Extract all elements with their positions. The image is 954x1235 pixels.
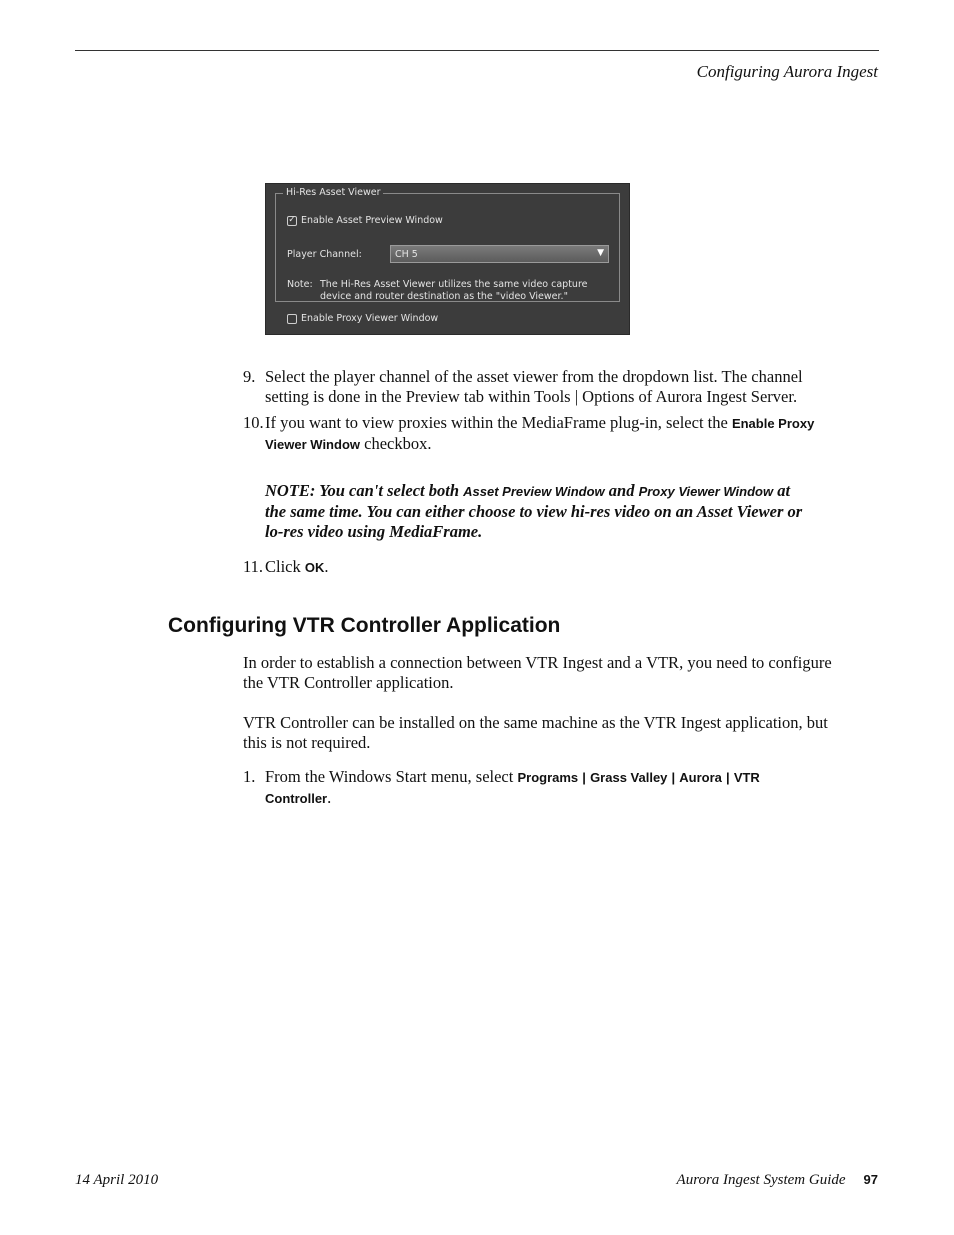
menu-path-separator: | [726,770,730,785]
menu-path-separator: | [582,770,586,785]
menu-path-vtr-controller: VTR Controller [265,770,760,806]
section-step-1-before: From the Windows Start menu, select [265,767,514,786]
step-11-text [265,557,329,578]
player-channel-label: Player Channel: [287,249,362,260]
step-10-text [265,413,830,455]
note-prefix: NOTE: You can't select both [265,481,460,500]
step-9-text: Select the player channel of the asset viewer from the dropdown list. The channel setting is done in the Preview tab within Tools | Options of Aurora Ingest Server. [265,367,803,406]
footer-right [677,1172,878,1189]
group-title: Hi-Res Asset Viewer [283,187,383,198]
hi-res-asset-viewer-dialog [265,183,630,335]
section-step-1-text [265,767,810,809]
hi-res-asset-viewer-group [275,187,620,302]
step-11-ui-term: OK [304,560,325,575]
enable-proxy-label: Enable Proxy Viewer Window [301,313,439,324]
step-10-before: If you want to view proxies within the MediaFrame plug-in, select the [265,413,728,432]
enable-preview-label: Enable Asset Preview Window [301,215,443,226]
menu-path-grass-valley: Grass Valley [590,770,668,785]
step-11-after: . [324,557,329,576]
note-label: Note: [287,279,313,290]
footer-date: 14 April 2010 [75,1172,159,1188]
note-text: The Hi-Res Asset Viewer utilizes the same video capture device and router destination as the "video Viewer." [320,279,588,302]
player-channel-dropdown[interactable] [390,245,609,263]
enable-proxy-checkbox[interactable] [287,314,297,324]
section-step-1-number: 1. [243,767,256,786]
enable-preview-row[interactable] [287,215,443,226]
enable-preview-checkbox[interactable]: ✓ [288,215,296,225]
header-rule [75,50,879,51]
section-step-1-period: . [327,788,332,807]
note-and: and [608,481,635,500]
section-heading: Configuring VTR Controller Application [168,614,561,637]
note-rest: at the same time. You can either choose to view hi-res video on an Asset Viewer or lo-res video using MediaFrame. [265,481,803,541]
page-number: 97 [863,1172,878,1187]
note-ui-term-2: Proxy Viewer Window [638,484,774,499]
menu-path-aurora: Aurora [679,770,722,785]
enable-proxy-row[interactable] [287,313,438,324]
menu-path-separator: | [671,770,676,785]
step-11-before: Click [265,557,301,576]
menu-path-programs: Programs [517,770,579,785]
player-channel-value: CH 5 [395,248,418,260]
step-10-ui-term: Enable Proxy Viewer Window [265,416,815,452]
chevron-down-icon: ▼ [597,248,604,258]
step-10-after: checkbox. [364,434,432,453]
running-header: Configuring Aurora Ingest [696,62,878,81]
section-paragraph-2: VTR Controller can be installed on the same machine as the VTR Ingest application, but this is not required. [243,713,828,752]
step-10-number: 10. [243,413,264,432]
step-11-number: 11. [243,557,264,576]
step-9-number: 9. [243,367,256,386]
section-paragraph-1: In order to establish a connection between VTR Ingest and a VTR, you need to configure the VTR Controller application. [243,653,832,692]
footer-guide-title: Aurora Ingest System Guide [676,1172,846,1188]
note-block [265,481,810,542]
note-ui-term-1: Asset Preview Window [463,484,605,499]
